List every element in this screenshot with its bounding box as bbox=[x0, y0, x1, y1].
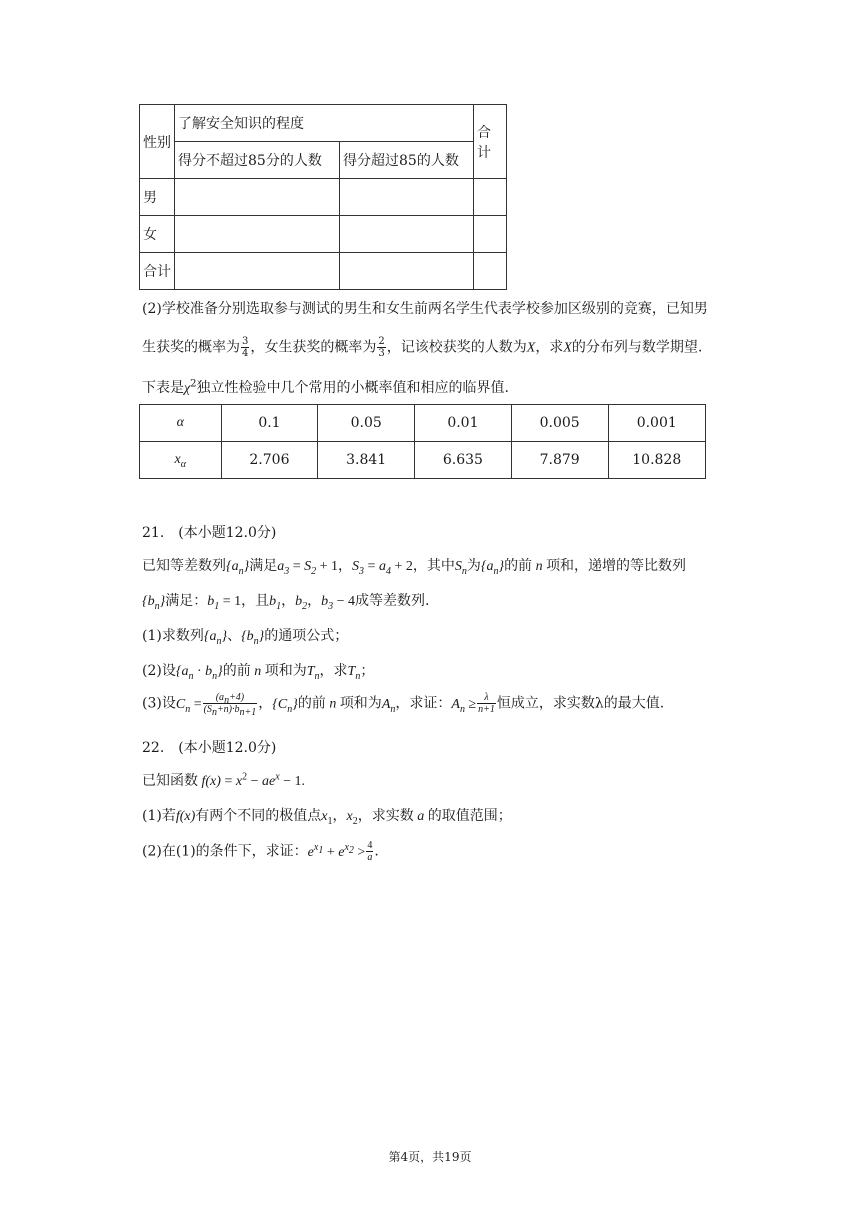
table-cell: 7.879 bbox=[511, 442, 608, 479]
table-cell: 0.005 bbox=[511, 405, 608, 442]
row-label: 男 bbox=[140, 179, 175, 216]
x-alpha-label: $x_\alpha$ bbox=[140, 442, 222, 479]
critical-value-table bbox=[139, 404, 706, 479]
table-row bbox=[140, 179, 507, 216]
header-gender: 性别 bbox=[140, 105, 175, 179]
alpha-label: α bbox=[140, 405, 222, 442]
table-cell: 10.828 bbox=[608, 442, 705, 479]
q21-sub2: (2)设$\{a_n \cdot b_n\}$的前 n 项和为$T_n$，求$T_n$； bbox=[142, 663, 375, 682]
q21-line2: $\{b_n\}$满足：$b_1 = 1$，且$b_1$，$b_2$，$b_3 - 4$成等差数列. bbox=[142, 593, 430, 612]
q20-part2-line2: 生获奖的概率为 $\frac{3}{4}$ ，女生获奖的概率为 $\frac{2}{3}$ ，记该校获奖的人数为X，求X的分布列与数学期望. bbox=[142, 336, 703, 359]
table-row bbox=[140, 405, 706, 442]
table-cell: 6.635 bbox=[415, 442, 512, 479]
fraction-girl: $\frac{2}{3}$ bbox=[378, 336, 385, 359]
page-footer: 第4页，共19页 bbox=[388, 1150, 472, 1164]
q21-sub3: (3)设$C_n$ = $\frac{(a_n+4)}{(S_n+n)\cdot b_{n+1}}$ ，$\{C_n\}$的前 n 项和为$A_n$，求证：$A_n$ ≥ $\frac{\lambda}{n+1}$ 恒成立，求实数λ的最大值. bbox=[142, 692, 665, 718]
table-cell: 0.01 bbox=[415, 405, 512, 442]
header-gt85: 得分超过85的人数 bbox=[340, 142, 474, 179]
chi-intro: 下表是$\chi^2$独立性检验中几个常用的小概率值和相应的临界值. bbox=[142, 378, 509, 396]
table-cell: 0.05 bbox=[318, 405, 415, 442]
q20-part2-line1: (2)学校准备分别选取参与测试的男生和女生前两名学生代表学校参加区级别的竞赛，已知男 bbox=[142, 301, 708, 317]
survey-table bbox=[139, 104, 507, 290]
table-row bbox=[140, 216, 507, 253]
fraction-boy: $\frac{3}{4}$ bbox=[242, 336, 249, 359]
fraction-4-over-a: $\frac{4}{a}$ bbox=[367, 840, 373, 863]
row-label: 合计 bbox=[140, 253, 175, 290]
q22-header: 22. (本小题12.0分) bbox=[142, 740, 277, 756]
header-total: 合计 bbox=[474, 105, 507, 179]
table-cell: 3.841 bbox=[318, 442, 415, 479]
table-cell: 2.706 bbox=[221, 442, 318, 479]
q22-sub2: (2)在(1)的条件下，求证：$e^{x_1} + e^{x_2}$ > $\frac{4}{a}$ . bbox=[142, 840, 379, 863]
fraction-cn: $\frac{(a_n+4)}{(S_n+n)\cdot b_{n+1}}$ bbox=[203, 692, 257, 718]
q21-line1: 已知等差数列$\{a_n\}$满足$a_3 = S_2 + 1$，$S_3 = a_4 + 2$，其中$S_n$为$\{a_n\}$的前 n 项和，递增的等比数列 bbox=[142, 558, 687, 577]
q21-sub1: (1)求数列$\{a_n\}$、$\{b_n\}$的通项公式； bbox=[142, 628, 349, 647]
header-knowledge: 了解安全知识的程度 bbox=[175, 105, 474, 142]
fraction-lambda: $\frac{\lambda}{n+1}$ bbox=[478, 692, 495, 715]
q22-sub1: (1)若f(x)有两个不同的极值点$x_1$，$x_2$，求实数 a 的取值范围； bbox=[142, 808, 512, 827]
q21-header: 21. (本小题12.0分) bbox=[142, 525, 277, 541]
row-label: 女 bbox=[140, 216, 175, 253]
table-cell: 0.1 bbox=[221, 405, 318, 442]
table-row bbox=[140, 253, 507, 290]
table-cell: 0.001 bbox=[608, 405, 705, 442]
header-le85: 得分不超过85分的人数 bbox=[175, 142, 340, 179]
table-row bbox=[140, 442, 706, 479]
q22-line1: 已知函数 $f(x) = x^2 - ae^x - 1$. bbox=[142, 771, 306, 789]
